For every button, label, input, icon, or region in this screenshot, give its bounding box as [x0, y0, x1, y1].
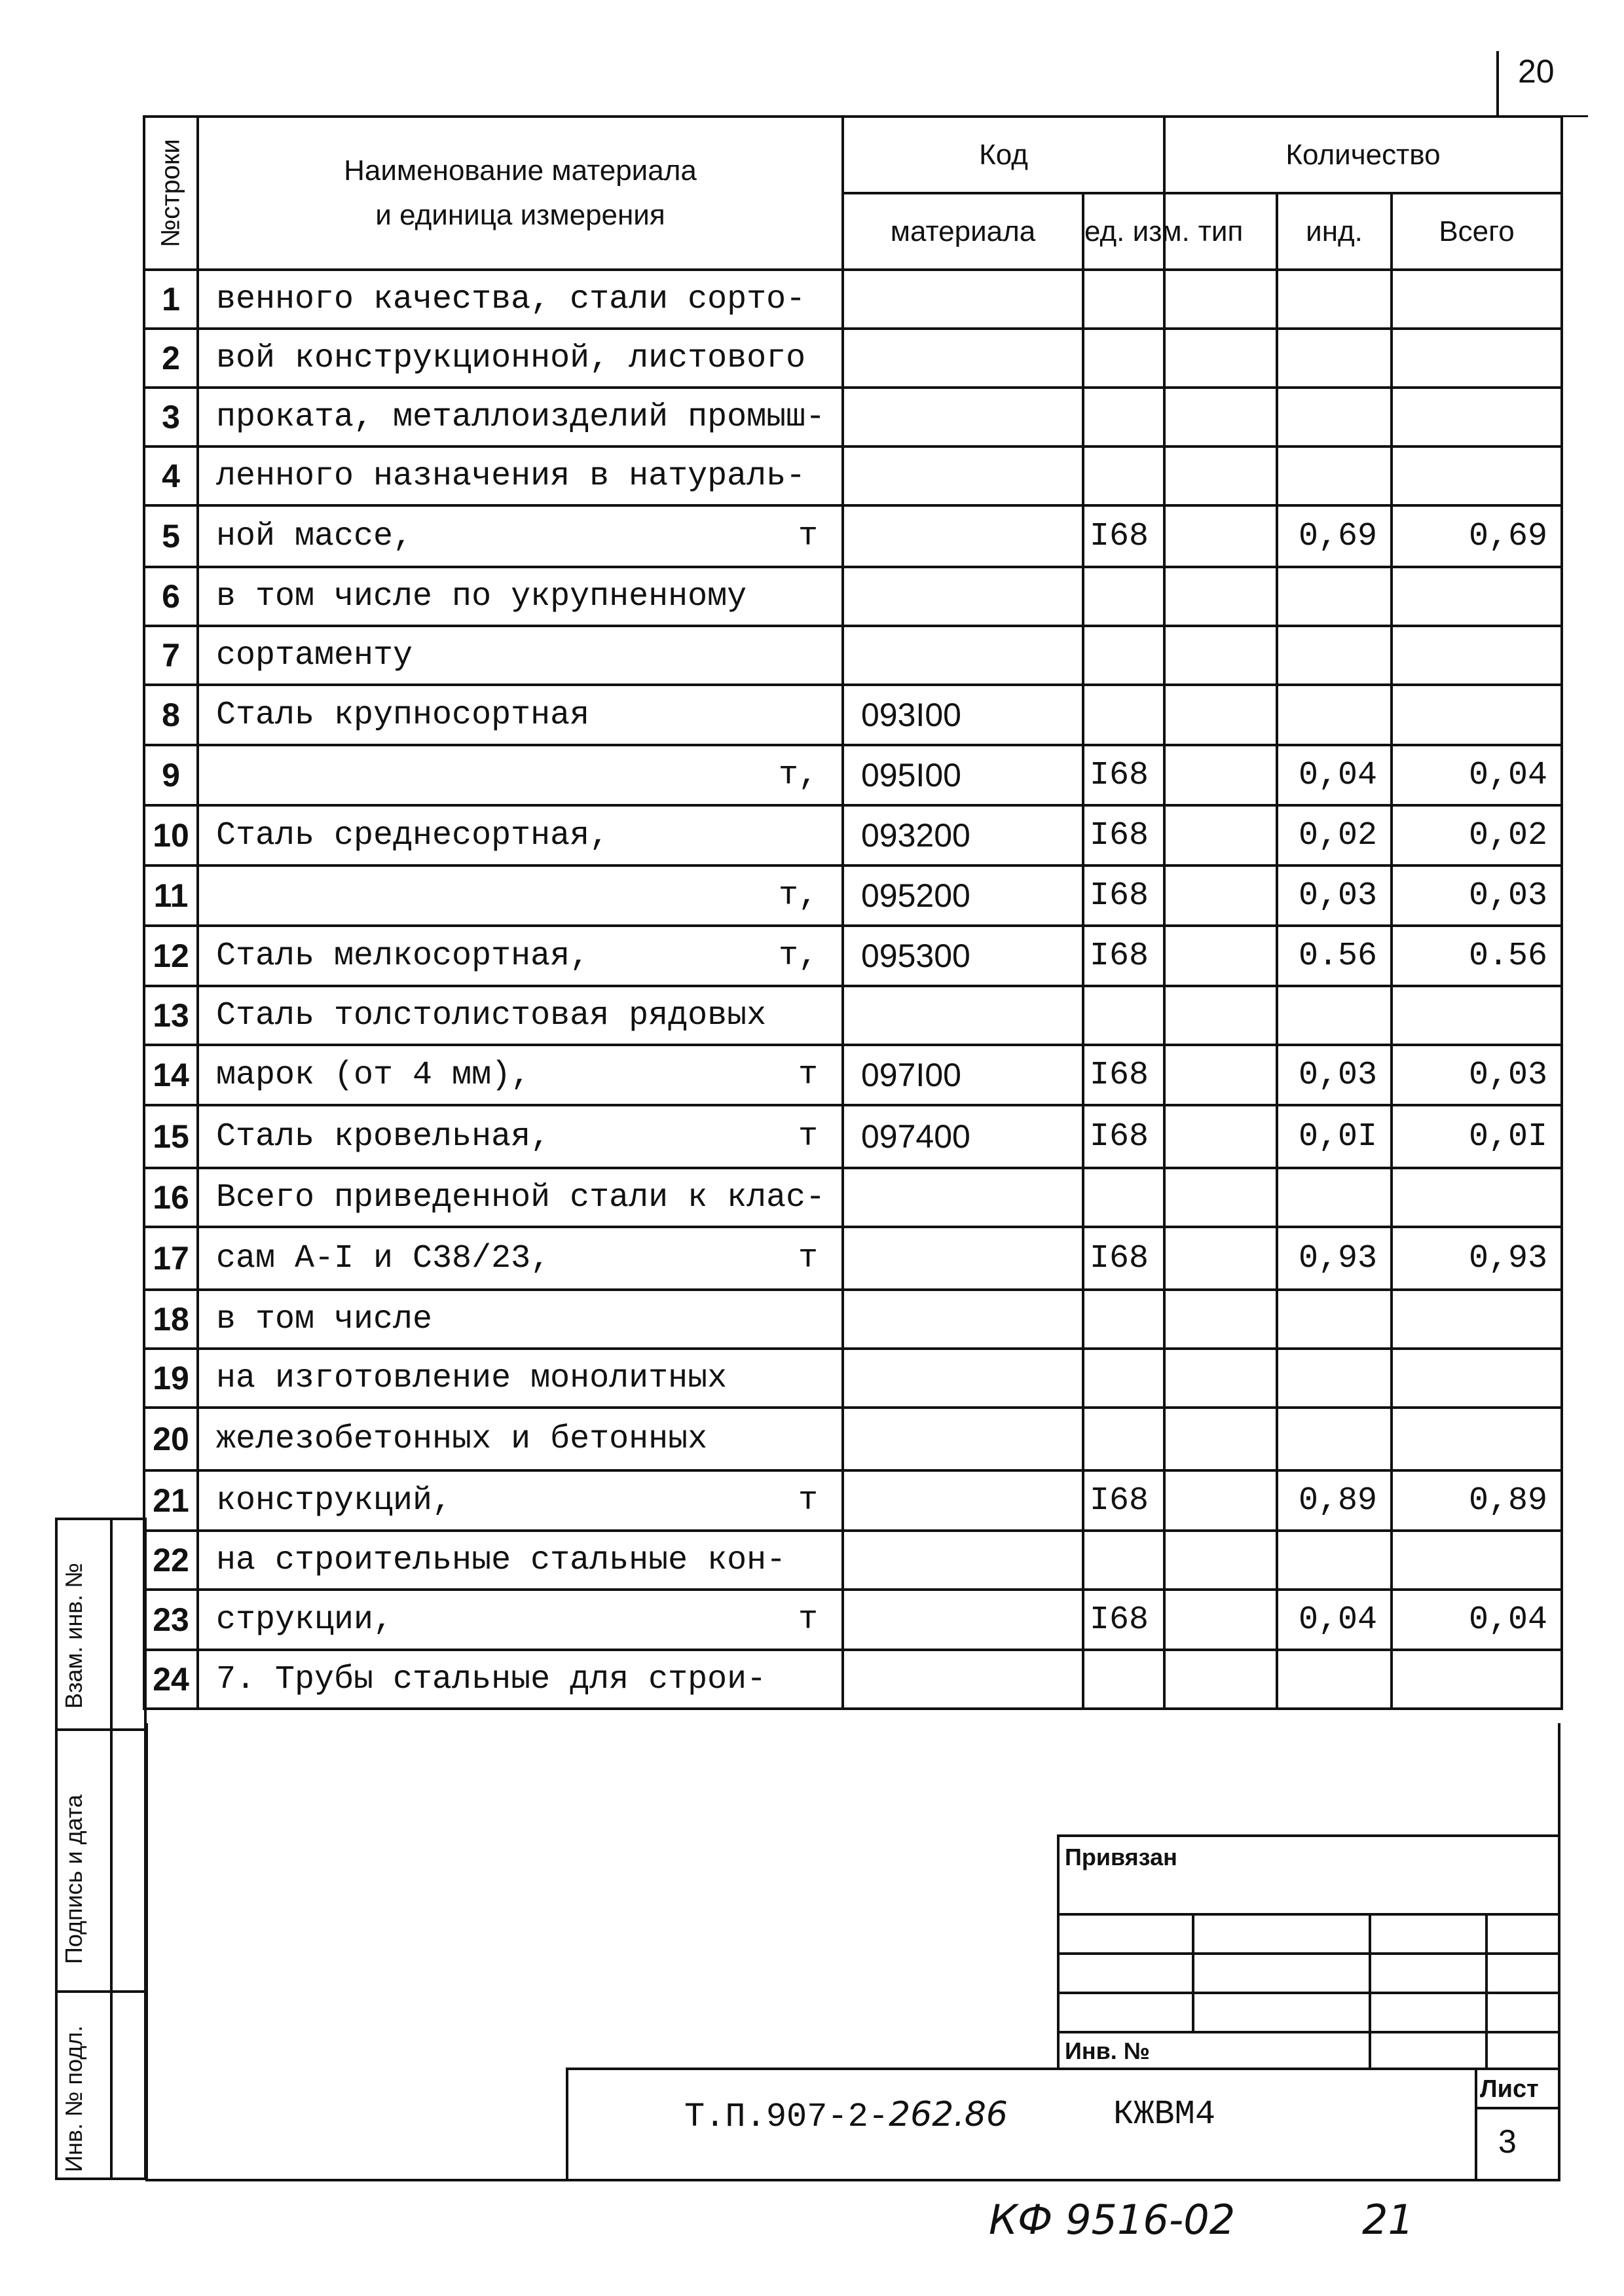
material-name	[198, 626, 843, 685]
table-row	[144, 1349, 1562, 1408]
qty-ind	[1277, 567, 1392, 626]
material-code	[843, 1650, 1083, 1709]
table-row	[144, 1227, 1562, 1290]
material-code: 095300	[843, 926, 1083, 986]
qty-ind	[1277, 270, 1392, 329]
material-name	[198, 1470, 843, 1531]
material-code	[843, 329, 1083, 388]
qty-ind	[1277, 329, 1392, 388]
material-name-text: Сталь мелкосортная,	[216, 937, 590, 975]
side-stamp-divider	[110, 1518, 113, 2180]
material-name	[198, 1650, 843, 1709]
qty-type	[1164, 626, 1277, 685]
row-number: 14	[144, 1045, 198, 1105]
table-row	[144, 567, 1562, 626]
unit-code	[1083, 626, 1164, 685]
material-name	[198, 805, 843, 866]
unit-code: I68	[1083, 1045, 1164, 1105]
qty-total: 0,89	[1392, 1470, 1562, 1531]
qty-total: 0,93	[1392, 1227, 1562, 1290]
row-number: 5	[144, 505, 198, 567]
table-row	[144, 926, 1562, 986]
material-name-text: Сталь среднесортная,	[216, 816, 610, 854]
qty-total: 0,04	[1392, 745, 1562, 805]
material-name	[198, 446, 843, 505]
handwritten-number: 21	[1362, 2196, 1414, 2244]
table-row	[144, 1650, 1562, 1709]
material-name-text: ленного назначения в натураль-	[216, 457, 806, 495]
material-name-text: ной массе,	[216, 517, 413, 555]
unit-code: I68	[1083, 1590, 1164, 1650]
material-name-text: сам А-I и С38/23,	[216, 1239, 551, 1277]
qty-ind	[1277, 1290, 1392, 1349]
qty-type	[1164, 1408, 1277, 1470]
table-row	[144, 745, 1562, 805]
unit-code: I68	[1083, 866, 1164, 926]
row-number: 8	[144, 685, 198, 745]
qty-type	[1164, 446, 1277, 505]
unit-code	[1083, 685, 1164, 745]
unit-code	[1083, 1650, 1164, 1709]
qty-ind	[1277, 388, 1392, 446]
unit-code: I68	[1083, 1227, 1164, 1290]
material-code: 093200	[843, 805, 1083, 866]
qty-ind: 0,93	[1277, 1227, 1392, 1290]
inv-no-label: Инв. №	[1065, 2037, 1150, 2064]
material-code	[843, 1408, 1083, 1470]
material-code: 095200	[843, 866, 1083, 926]
sheet-number: 3	[1498, 2123, 1517, 2160]
handwritten-note: КФ 9516-02	[989, 2196, 1236, 2244]
qty-type	[1164, 270, 1277, 329]
material-name	[198, 270, 843, 329]
unit-code: I68	[1083, 505, 1164, 567]
unit-code: I68	[1083, 926, 1164, 986]
qty-ind	[1277, 446, 1392, 505]
row-number: 21	[144, 1470, 198, 1531]
row-number: 6	[144, 567, 198, 626]
row-number: 7	[144, 626, 198, 685]
qty-ind: 0,02	[1277, 805, 1392, 866]
qty-type	[1164, 1168, 1277, 1227]
qty-total	[1392, 1349, 1562, 1408]
qty-total	[1392, 1168, 1562, 1227]
material-name-unit: т	[798, 1056, 818, 1094]
material-name	[198, 1408, 843, 1470]
material-name-unit: т,	[778, 877, 818, 915]
unit-code	[1083, 1168, 1164, 1227]
material-name-text: в том числе по укрупненному	[216, 577, 747, 615]
qty-total	[1392, 1531, 1562, 1590]
qty-type	[1164, 1105, 1277, 1168]
qty-total	[1392, 1408, 1562, 1470]
qty-type	[1164, 866, 1277, 926]
material-name-unit: т,	[778, 937, 818, 975]
material-name	[198, 505, 843, 567]
side-label-podpis-data: Подпись и дата	[60, 1795, 87, 1964]
qty-total	[1392, 567, 1562, 626]
row-number: 2	[144, 329, 198, 388]
row-number: 11	[144, 866, 198, 926]
material-name	[198, 745, 843, 805]
material-code: 093I00	[843, 685, 1083, 745]
qty-type	[1164, 986, 1277, 1045]
material-code	[843, 1590, 1083, 1650]
material-name-text: Сталь крупносортная	[216, 696, 590, 734]
table-row	[144, 685, 1562, 745]
qty-total: 0,04	[1392, 1590, 1562, 1650]
table-row	[144, 270, 1562, 329]
material-code: 097I00	[843, 1045, 1083, 1105]
qty-type	[1164, 388, 1277, 446]
qty-ind: 0,03	[1277, 866, 1392, 926]
unit-code	[1083, 388, 1164, 446]
material-code	[843, 388, 1083, 446]
material-name-text: на строительные стальные кон-	[216, 1541, 786, 1579]
material-name	[198, 1290, 843, 1349]
unit-code	[1083, 329, 1164, 388]
qty-total	[1392, 270, 1562, 329]
qty-type	[1164, 1045, 1277, 1105]
material-name-text: венного качества, стали сорто-	[216, 280, 806, 318]
table-row	[144, 388, 1562, 446]
row-number: 10	[144, 805, 198, 866]
qty-total: 0,03	[1392, 866, 1562, 926]
qty-ind: 0,04	[1277, 1590, 1392, 1650]
material-name	[198, 1045, 843, 1105]
frame-left	[145, 1723, 148, 2181]
qty-ind: 0,04	[1277, 745, 1392, 805]
material-name	[198, 567, 843, 626]
material-name-text: струкции,	[216, 1601, 394, 1639]
qty-type	[1164, 1349, 1277, 1408]
table-row	[144, 1290, 1562, 1349]
header-code: Код	[843, 117, 1164, 193]
qty-type	[1164, 805, 1277, 866]
unit-code: I68	[1083, 1105, 1164, 1168]
material-name	[198, 1590, 843, 1650]
header-name: Наименование материала и единица измерения	[198, 117, 843, 270]
stamp-line	[1369, 1913, 1371, 2070]
header-type: тип	[1164, 193, 1277, 270]
sheet-label: Лист	[1480, 2075, 1539, 2103]
row-number: 15	[144, 1105, 198, 1168]
qty-type	[1164, 745, 1277, 805]
table-row	[144, 1408, 1562, 1470]
row-number: 24	[144, 1650, 198, 1709]
material-name-text: марок (от 4 мм),	[216, 1056, 531, 1094]
qty-type	[1164, 685, 1277, 745]
material-name-unit: т	[798, 1239, 818, 1277]
material-code	[843, 567, 1083, 626]
qty-type	[1164, 567, 1277, 626]
material-name-text: Всего приведенной стали к клас-	[216, 1178, 826, 1216]
material-name	[198, 388, 843, 446]
table-row	[144, 1168, 1562, 1227]
row-number: 9	[144, 745, 198, 805]
stamp-line	[1475, 2068, 1477, 2181]
qty-total	[1392, 329, 1562, 388]
qty-type	[1164, 329, 1277, 388]
row-number: 3	[144, 388, 198, 446]
material-name	[198, 1227, 843, 1290]
qty-ind: 0,69	[1277, 505, 1392, 567]
material-name	[198, 1349, 843, 1408]
header-row-number: №строки	[144, 117, 198, 270]
qty-total	[1392, 986, 1562, 1045]
qty-type	[1164, 1290, 1277, 1349]
table-row	[144, 1105, 1562, 1168]
material-name	[198, 926, 843, 986]
qty-ind: 0.56	[1277, 926, 1392, 986]
qty-type	[1164, 505, 1277, 567]
material-name-unit: т	[798, 1482, 818, 1520]
qty-type	[1164, 1531, 1277, 1590]
material-code	[843, 1470, 1083, 1531]
material-name	[198, 986, 843, 1045]
material-name-text: конструкций,	[216, 1482, 452, 1520]
material-name-text: 7. Трубы стальные для строи-	[216, 1660, 767, 1698]
unit-code: I68	[1083, 1470, 1164, 1531]
material-code	[843, 1227, 1083, 1290]
header-total: Всего	[1392, 193, 1562, 270]
table-row	[144, 446, 1562, 505]
privyazan-label: Привязан	[1065, 1844, 1177, 1870]
qty-total	[1392, 1650, 1562, 1709]
qty-ind: 0,03	[1277, 1045, 1392, 1105]
qty-type	[1164, 1227, 1277, 1290]
table-row	[144, 1590, 1562, 1650]
side-label-vzam-inv: Взам. инв. №	[60, 1562, 87, 1709]
document-code: Т.П.907-2-262.86	[684, 2095, 1008, 2136]
material-name-unit: т,	[778, 756, 818, 794]
qty-ind	[1277, 1408, 1392, 1470]
qty-ind	[1277, 1349, 1392, 1408]
qty-total	[1392, 626, 1562, 685]
unit-code	[1083, 1531, 1164, 1590]
table-row	[144, 986, 1562, 1045]
unit-code	[1083, 1349, 1164, 1408]
unit-code	[1083, 1408, 1164, 1470]
row-number: 13	[144, 986, 198, 1045]
page-number: 20	[1518, 53, 1555, 90]
material-code	[843, 1290, 1083, 1349]
stamp-line	[1192, 1913, 1194, 2031]
header-unit: ед. изм.	[1083, 193, 1164, 270]
qty-type	[1164, 926, 1277, 986]
material-code: 097400	[843, 1105, 1083, 1168]
qty-total: 0,03	[1392, 1045, 1562, 1105]
material-code	[843, 1168, 1083, 1227]
qty-total: 0.56	[1392, 926, 1562, 986]
table-row	[144, 505, 1562, 567]
qty-total: 0,0I	[1392, 1105, 1562, 1168]
material-name-text: сортаменту	[216, 636, 413, 674]
material-code	[843, 626, 1083, 685]
material-code: 095I00	[843, 745, 1083, 805]
row-number: 22	[144, 1531, 198, 1590]
material-name	[198, 1531, 843, 1590]
qty-total	[1392, 446, 1562, 505]
unit-code	[1083, 270, 1164, 329]
qty-ind	[1277, 626, 1392, 685]
material-code	[843, 1349, 1083, 1408]
material-code	[843, 505, 1083, 567]
row-number: 12	[144, 926, 198, 986]
table-row	[144, 1470, 1562, 1531]
unit-code	[1083, 567, 1164, 626]
qty-ind: 0,89	[1277, 1470, 1392, 1531]
material-name-text: проката, металлоизделий промыш-	[216, 398, 826, 436]
stamp-line	[1485, 1913, 1488, 2070]
material-name	[198, 685, 843, 745]
material-name-text: железобетонных и бетонных	[216, 1420, 708, 1458]
qty-ind	[1277, 1531, 1392, 1590]
material-code	[843, 270, 1083, 329]
row-number: 20	[144, 1408, 198, 1470]
material-name-text: на изготовление монолитных	[216, 1359, 728, 1397]
table-row	[144, 866, 1562, 926]
material-name-unit: т	[798, 517, 818, 555]
row-number: 1	[144, 270, 198, 329]
unit-code: I68	[1083, 805, 1164, 866]
table-row	[144, 1531, 1562, 1590]
row-number: 16	[144, 1168, 198, 1227]
corner-divider	[1496, 51, 1499, 117]
table-row	[144, 329, 1562, 388]
qty-total	[1392, 388, 1562, 446]
qty-ind	[1277, 1650, 1392, 1709]
material-name-text: в том числе	[216, 1300, 433, 1338]
unit-code	[1083, 1290, 1164, 1349]
qty-ind: 0,0I	[1277, 1105, 1392, 1168]
side-stamp-separator	[55, 1990, 147, 1993]
material-name	[198, 329, 843, 388]
table-row	[144, 805, 1562, 866]
qty-total: 0,69	[1392, 505, 1562, 567]
material-code	[843, 1531, 1083, 1590]
row-number: 23	[144, 1590, 198, 1650]
row-number: 4	[144, 446, 198, 505]
unit-code: I68	[1083, 745, 1164, 805]
material-code	[843, 446, 1083, 505]
qty-type	[1164, 1590, 1277, 1650]
qty-type	[1164, 1470, 1277, 1531]
material-name-unit: т	[798, 1601, 818, 1639]
header-quantity: Количество	[1164, 117, 1562, 193]
row-number: 19	[144, 1349, 198, 1408]
qty-ind	[1277, 1168, 1392, 1227]
unit-code	[1083, 446, 1164, 505]
qty-total: 0,02	[1392, 805, 1562, 866]
side-label-inv-podl: Инв. № подл.	[60, 2025, 87, 2172]
material-name-unit: т	[798, 1118, 818, 1156]
header-material: материала	[843, 193, 1083, 270]
qty-total	[1392, 685, 1562, 745]
material-name-text: вой конструкционной, листового	[216, 339, 806, 377]
side-stamp-separator	[55, 1728, 147, 1731]
unit-code	[1083, 986, 1164, 1045]
stamp-line	[1475, 2107, 1560, 2109]
material-code	[843, 986, 1083, 1045]
qty-ind	[1277, 986, 1392, 1045]
document-mark: КЖВМ4	[1113, 2095, 1216, 2134]
table-row	[144, 1045, 1562, 1105]
row-number: 18	[144, 1290, 198, 1349]
qty-total	[1392, 1290, 1562, 1349]
material-name-text: Сталь кровельная,	[216, 1118, 551, 1156]
material-name	[198, 866, 843, 926]
qty-ind	[1277, 685, 1392, 745]
material-name-text: Сталь толстолистовая рядовых	[216, 996, 767, 1034]
material-name	[198, 1105, 843, 1168]
material-name	[198, 1168, 843, 1227]
qty-type	[1164, 1650, 1277, 1709]
row-number: 17	[144, 1227, 198, 1290]
materials-table	[143, 115, 1563, 1710]
table-row	[144, 626, 1562, 685]
header-ind: инд.	[1277, 193, 1392, 270]
